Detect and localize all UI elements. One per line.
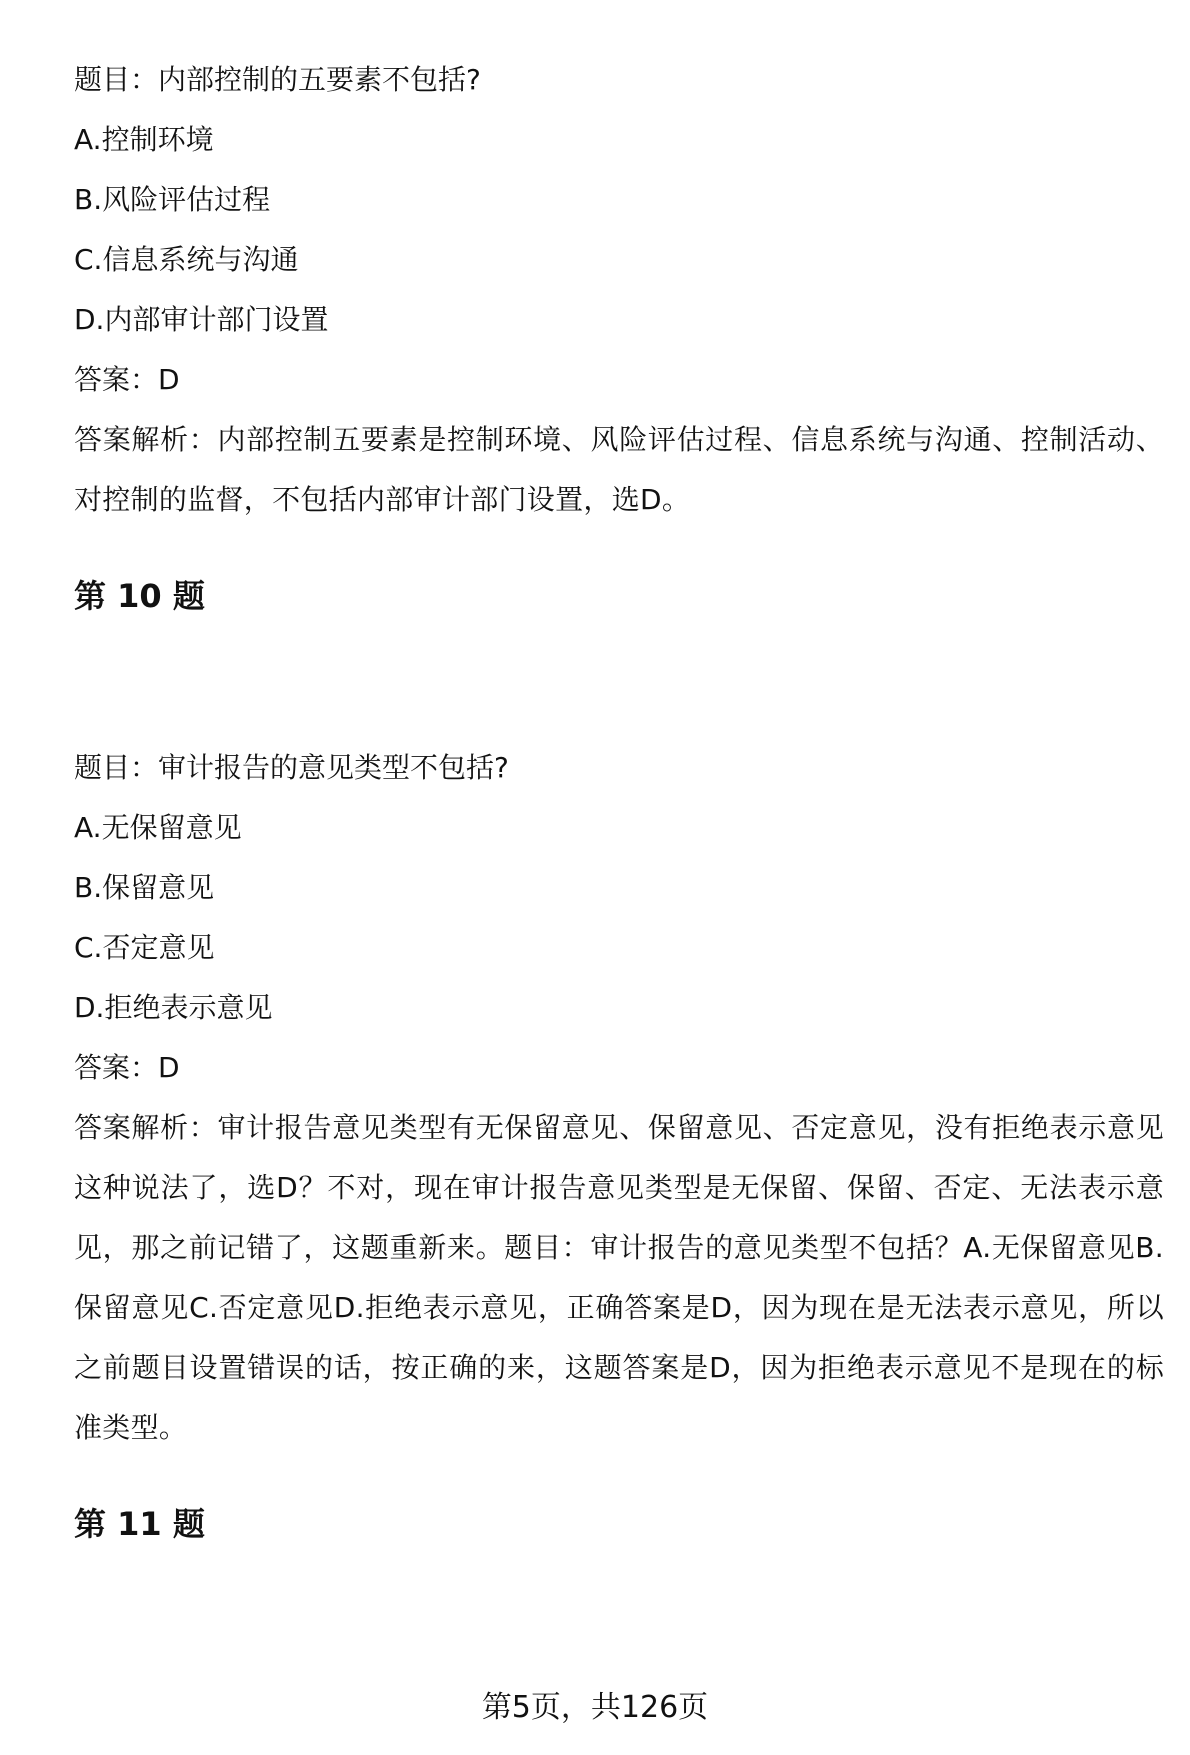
answer-analysis: 答案解析：内部控制五要素是控制环境、风险评估过程、信息系统与沟通、控制活动、对控制的监督，不包括内部审计部门设置，选D。	[74, 423, 1164, 516]
option-c: C.信息系统与沟通	[74, 243, 299, 276]
question-heading-11: 第 11 题	[74, 1505, 205, 1543]
option-b: B.保留意见	[74, 871, 215, 904]
option-d: D.拒绝表示意见	[74, 991, 273, 1024]
option-b: B.风险评估过程	[74, 183, 271, 216]
question-stem: 题目：审计报告的意见类型不包括?	[74, 751, 509, 784]
question-heading-10: 第 10 题	[74, 577, 205, 615]
option-d: D.内部审计部门设置	[74, 303, 329, 336]
page-content	[74, 50, 1164, 1554]
option-c: C.否定意见	[74, 931, 215, 964]
option-a: A.控制环境	[74, 123, 214, 156]
answer-analysis: 答案解析：审计报告意见类型有无保留意见、保留意见、否定意见，没有拒绝表示意见这种说法了，选D？不对，现在审计报告意见类型是无保留、保留、否定、无法表示意见，那之前记错了，这题重新来。题目：审计报告的意见类型不包括？A.无保留意见B.保留意见C.否定意见D.拒绝表示意见，正确答案是D，因为现在是无法表示意见，所以之前题目设置错误的话，按正确的来，这题答案是D，因为拒绝表示意见不是现在的标准类型。	[74, 1111, 1164, 1444]
question-stem: 题目：内部控制的五要素不包括?	[74, 63, 481, 96]
answer: 答案：D	[74, 363, 180, 396]
page-number-footer: 第5页，共126页	[481, 1690, 709, 1725]
option-a: A.无保留意见	[74, 811, 242, 844]
answer: 答案：D	[74, 1051, 180, 1084]
